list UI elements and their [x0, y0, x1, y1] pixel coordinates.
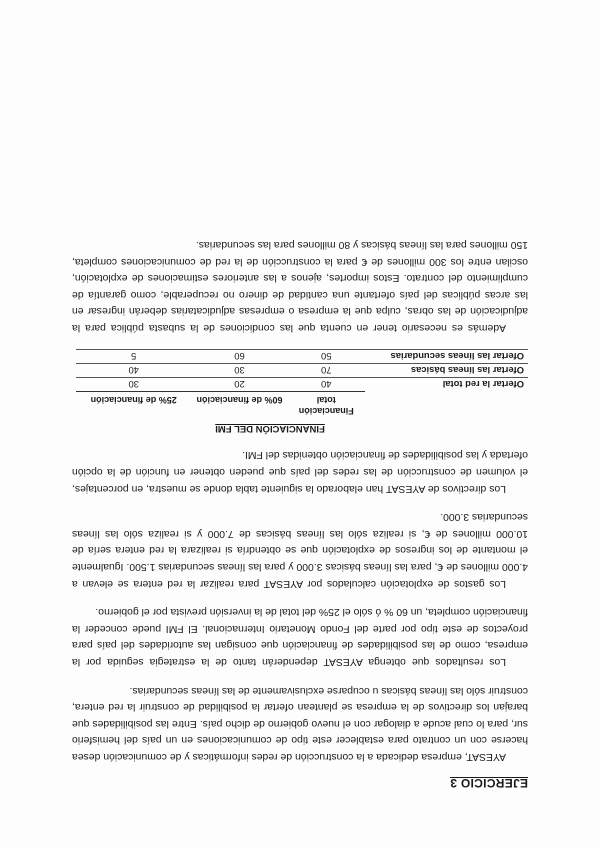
cell-value: 40	[288, 377, 365, 391]
paragraph-table-intro: Los directivos de AYESAT han elaborado la siguiente tabla donde se muestra, en porcentajes, el volumen de construcción de las redes del país que pueden obtener en función de la opción ofertada y las posibilidades de financiación obtenidas del FMI.	[72, 449, 528, 494]
table-row	[76, 363, 528, 377]
cell-value: 50	[288, 349, 365, 363]
table-row	[76, 377, 528, 391]
cell-value: 70	[288, 363, 365, 377]
paragraph-costs: Los gastos de explotación calculados por AYESAT para realizar la red entera se elevan a 4.000 millones de €, para las líneas básicas 3.000 y para las líneas secundarias 1.500. Igualmente el montante de los ingresos de explotación que se obtendría si realizara la red entera sería de 10.000 millones de €, si realiza sólo las líneas básicas de 7.000 y si realiza sólo las líneas secundarias 3.000.	[72, 511, 528, 589]
row-label: Ofertar las líneas básicas	[365, 363, 528, 377]
header-25: 25% de financiación	[76, 391, 191, 419]
cell-value: 5	[76, 349, 191, 363]
paragraph-results: Los resultados que obtenga AYESAT dependerán tanto de la estrategia seguida por la empresa, como de las posibilidades de financiación que consigan las autoridades del país para proyectos de este tipo por parte del Fondo Monetario Internacional. El FMI puede conceder la financiación completa, un 60 % ó sólo el 25% del total de la inversión prevista por el gobierno.	[72, 606, 528, 668]
paragraph-auction: Además es necesario tener en cuenta que las condiciones de la subasta pública para la adjudicación de las obras, culpa que la empresa o empresas adjudicatarias deberán ingresar en las arcas públicas del país ofertante una cantidad de dinero no recuperable, como garantía de cumplimiento del contrato. Estos importes, ajenos a las anteriores estimaciones de explotación, oscilan entre los 300 millones de € para la construcción de la red de comunicaciones completa, 150 millones para las líneas básicas y 80 millones para las secundarias.	[72, 238, 528, 333]
table-row	[76, 349, 528, 363]
header-total: Financiación total	[288, 391, 365, 419]
cell-value: 60	[191, 349, 287, 363]
exercise-title: EJERCICIO 3	[450, 776, 528, 790]
cell-value: 30	[191, 363, 287, 377]
table-corner-cell	[365, 391, 528, 419]
table-title: FINANCIACIÓN DEL FMI	[215, 422, 325, 434]
cell-value: 30	[76, 377, 191, 391]
cell-value: 40	[76, 363, 191, 377]
row-label: Ofertar la red total	[365, 377, 528, 391]
document-body	[72, 223, 528, 790]
table-header-row	[76, 391, 528, 419]
paragraph-intro: AYESAT, empresa dedicada a la construcción de redes informáticas y de comunicación desea hacerse con un contrato para establecer este tipo de comunicaciones en un país del hemisferio sur, para lo cual acude a dialogar con el nuevo gobierno de dicho país. Entre las posibilidades que barajan los directivos de la empresa se plantean ofertar la posibilidad de construir la red entera, construir sólo las líneas básicas u ocuparse exclusivamente de las líneas secundarias.	[72, 684, 528, 762]
cell-value: 20	[191, 377, 287, 391]
row-label: Ofertar las líneas secundarias	[365, 349, 528, 363]
header-60: 60% de financiación	[191, 391, 287, 419]
financing-table	[76, 349, 528, 419]
